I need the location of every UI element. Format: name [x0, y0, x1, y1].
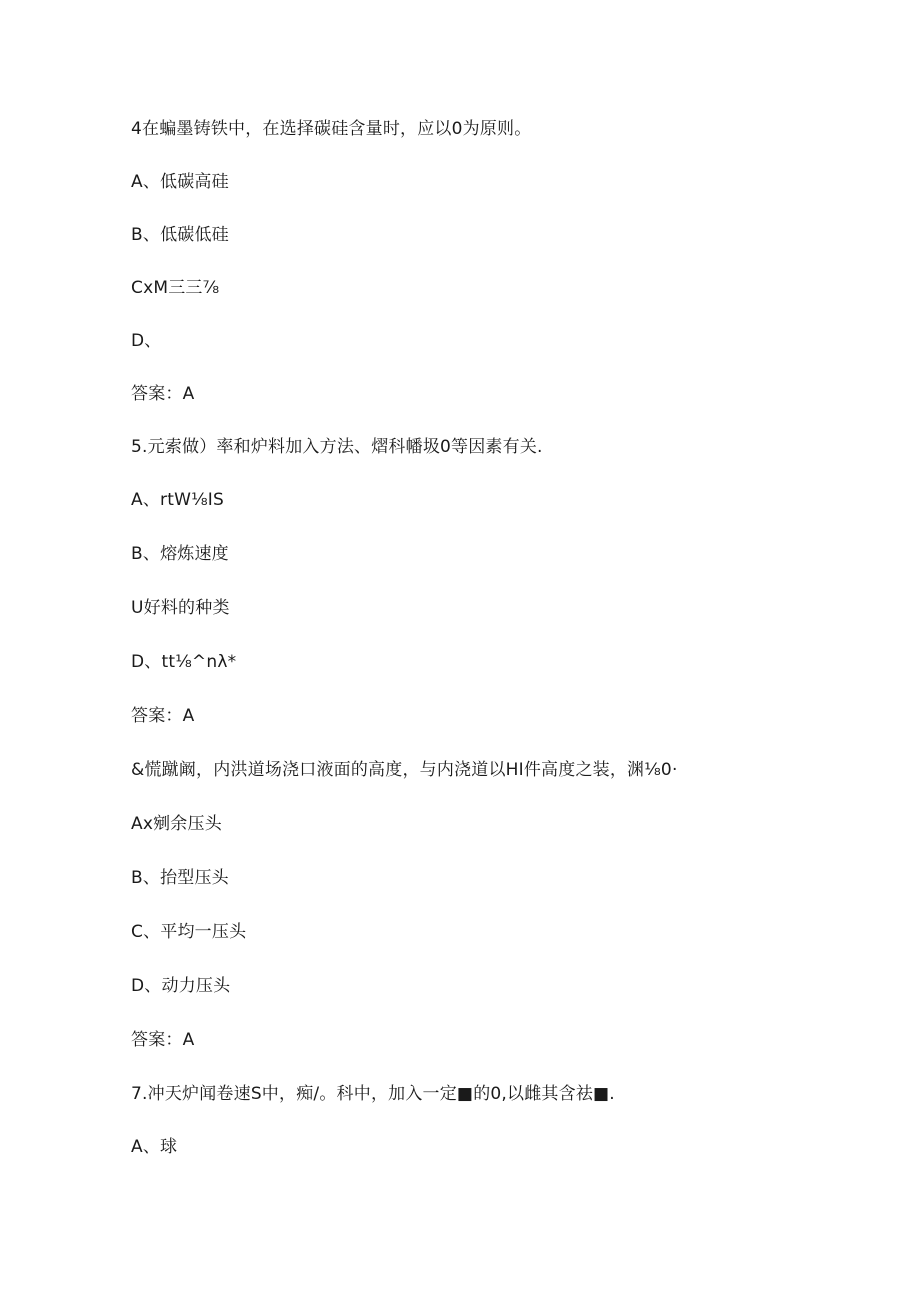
question-6-stem: &慌蹴阚，内洪道场浇口液面的高度，与内浇道以HI件高度之装，渊⅛0·	[131, 760, 678, 780]
question-5-answer: 答案：A	[131, 706, 195, 726]
question-4-answer: 答案：A	[131, 384, 195, 404]
question-4-stem: 4在蝙墨铸铁中，在选择碳硅含量时，应以0为原则。	[131, 119, 532, 139]
question-4-option-a: A、低碳高硅	[131, 172, 229, 192]
question-4-option-d: D、	[131, 331, 162, 351]
question-6-option-d: D、动力压头	[131, 976, 231, 996]
question-4-option-c: CxM三三⅞	[131, 278, 220, 298]
question-7-stem: 7.冲天炉闻卷速S中，痴/。科中，加入一定■的0,以雌其含祛■.	[131, 1084, 615, 1104]
question-5-stem: 5.元索做）率和炉料加入方法、熠科幡圾0等因素有关.	[131, 437, 543, 457]
question-6-option-a: Ax剜余压头	[131, 814, 222, 834]
question-6-option-b: B、抬型压头	[131, 868, 229, 888]
question-5-option-b: B、熔炼速度	[131, 544, 229, 564]
question-6-answer: 答案：A	[131, 1030, 195, 1050]
question-5-option-a: A、rtW⅛IS	[131, 490, 224, 510]
question-5-option-c: U好料的种类	[131, 598, 230, 618]
question-6-option-c: C、平均一压头	[131, 922, 247, 942]
question-5-option-d: D、tt⅛^nλ*	[131, 652, 237, 672]
question-4-option-b: B、低碳低硅	[131, 225, 229, 245]
question-7-option-a: A、球	[131, 1137, 178, 1157]
